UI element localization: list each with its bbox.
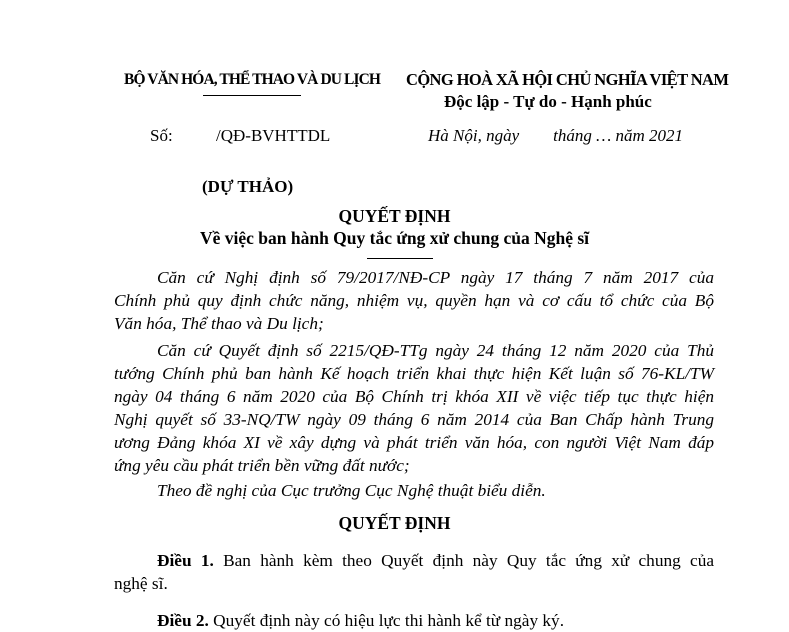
paragraph-line: nghệ sĩ.	[114, 574, 168, 593]
preamble-paragraph	[114, 266, 714, 335]
article-label: Điều 1.	[157, 551, 214, 570]
paragraph-line	[114, 609, 714, 632]
title-underline	[367, 258, 433, 259]
paragraph-line: tướng Chính phủ ban hành Kế hoạch triển khai thực hiện Kết luận số 76-KL/TW	[114, 364, 714, 383]
document-title: QUYẾT ĐỊNH	[338, 206, 451, 226]
place-and-date: Hà Nội, ngày tháng … năm 2021	[428, 126, 683, 145]
paragraph-line	[114, 549, 714, 572]
ministry-underline	[203, 95, 301, 96]
article-1	[114, 549, 714, 595]
preamble-paragraph	[114, 339, 714, 477]
decision-heading: QUYẾT ĐỊNH	[338, 513, 451, 533]
draft-mark: (DỰ THẢO)	[202, 177, 294, 196]
paragraph-line: Căn cứ Nghị định số 79/2017/NĐ-CP ngày 17 tháng 7 năm 2017 của	[157, 268, 714, 287]
paragraph-line: Căn cứ Quyết định số 2215/QĐ-TTg ngày 24 tháng 12 năm 2020 của Thủ	[157, 341, 714, 360]
document-number: /QĐ-BVHTTDL	[216, 126, 331, 145]
paragraph-line: ương Đảng khóa XI về xây dựng và phát triển văn hóa, con người Việt Nam đáp	[114, 433, 714, 452]
article-label: Điều 2.	[157, 611, 209, 630]
paragraph-line: Theo đề nghị của Cục trưởng Cục Nghệ thuật biểu diễn.	[157, 481, 546, 500]
nation-name: CỘNG HOÀ XÃ HỘI CHỦ NGHĨA VIỆT NAM	[406, 70, 729, 89]
article-text: Quyết định này có hiệu lực thi hành kể từ ngày ký.	[213, 611, 565, 630]
preamble-paragraph	[114, 479, 714, 502]
article-2	[114, 609, 714, 632]
paragraph-line: Nghị quyết số 33-NQ/TW ngày 09 tháng 6 năm 2014 của Ban Chấp hành Trung	[114, 410, 714, 429]
article-text: Ban hành kèm theo Quyết định này Quy tắc ứng xử chung của	[223, 551, 715, 570]
paragraph-line: Văn hóa, Thể thao và Du lịch;	[114, 314, 324, 333]
paragraph-line: ứng yêu cầu phát triển bền vững đất nước;	[114, 456, 410, 475]
document-number-label: Số:	[150, 126, 173, 145]
paragraph-line: ngày 04 tháng 6 năm 2020 của Bộ Chính trị khóa XII về việc tiếp tục thực hiện	[114, 387, 714, 406]
ministry-name: BỘ VĂN HÓA, THỂ THAO VÀ DU LỊCH	[124, 71, 381, 88]
paragraph-line: Chính phủ quy định chức năng, nhiệm vụ, quyền hạn và cơ cấu tổ chức của Bộ	[114, 291, 714, 310]
national-motto: Độc lập - Tự do - Hạnh phúc	[444, 92, 652, 111]
document-subtitle: Về việc ban hành Quy tắc ứng xử chung của Nghệ sĩ	[199, 228, 590, 248]
